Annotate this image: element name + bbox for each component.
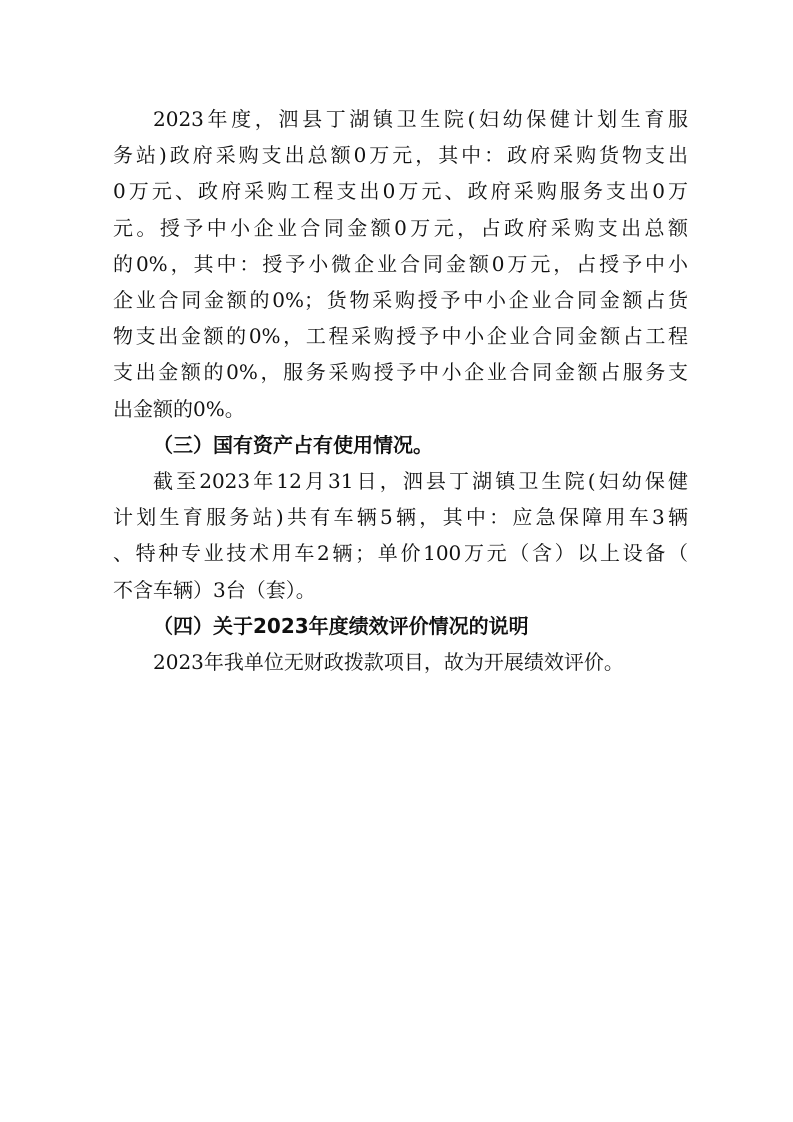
- document-body: [113, 101, 688, 680]
- text-line: 的0%，其中：授予小微企业合同金额0万元，占授予中小: [113, 251, 688, 276]
- text-line: 不含车辆）3台（套）。: [113, 577, 316, 602]
- text-line: 元。授予中小企业合同金额0万元，占政府采购支出总额: [113, 215, 688, 240]
- text-line: 务站)政府采购支出总额0万元，其中：政府采购货物支出: [113, 143, 688, 168]
- performance-paragraph: [113, 644, 688, 680]
- assets-paragraph: [113, 463, 688, 608]
- text-line: 物支出金额的0%，工程采购授予中小企业合同金额占工程: [113, 324, 688, 349]
- section-heading-performance: （四）关于2023年度绩效评价情况的说明: [153, 613, 529, 638]
- text-line: 2023年度，泗县丁湖镇卫生院(妇幼保健计划生育服: [153, 107, 688, 131]
- text-line: 计划生育服务站)共有车辆5辆，其中：应急保障用车3辆: [113, 505, 688, 530]
- section-heading-assets: （三）国有资产占有使用情况。: [153, 432, 433, 457]
- text-line: 出金额的0%。: [113, 396, 245, 421]
- text-line: 企业合同金额的0%；货物采购授予中小企业合同金额占货: [113, 288, 688, 313]
- text-line: 、特种专业技术用车2辆；单价100万元（含）以上设备（: [113, 541, 688, 566]
- text-line: 2023年我单位无财政拨款项目，故为开展绩效评价。: [153, 650, 624, 675]
- procurement-paragraph: [113, 101, 688, 427]
- text-line: 截至2023年12月31日，泗县丁湖镇卫生院(妇幼保健: [153, 469, 688, 494]
- text-line: 0万元、政府采购工程支出0万元、政府采购服务支出0万: [113, 179, 688, 204]
- text-line: 支出金额的0%，服务采购授予中小企业合同金额占服务支: [113, 360, 688, 385]
